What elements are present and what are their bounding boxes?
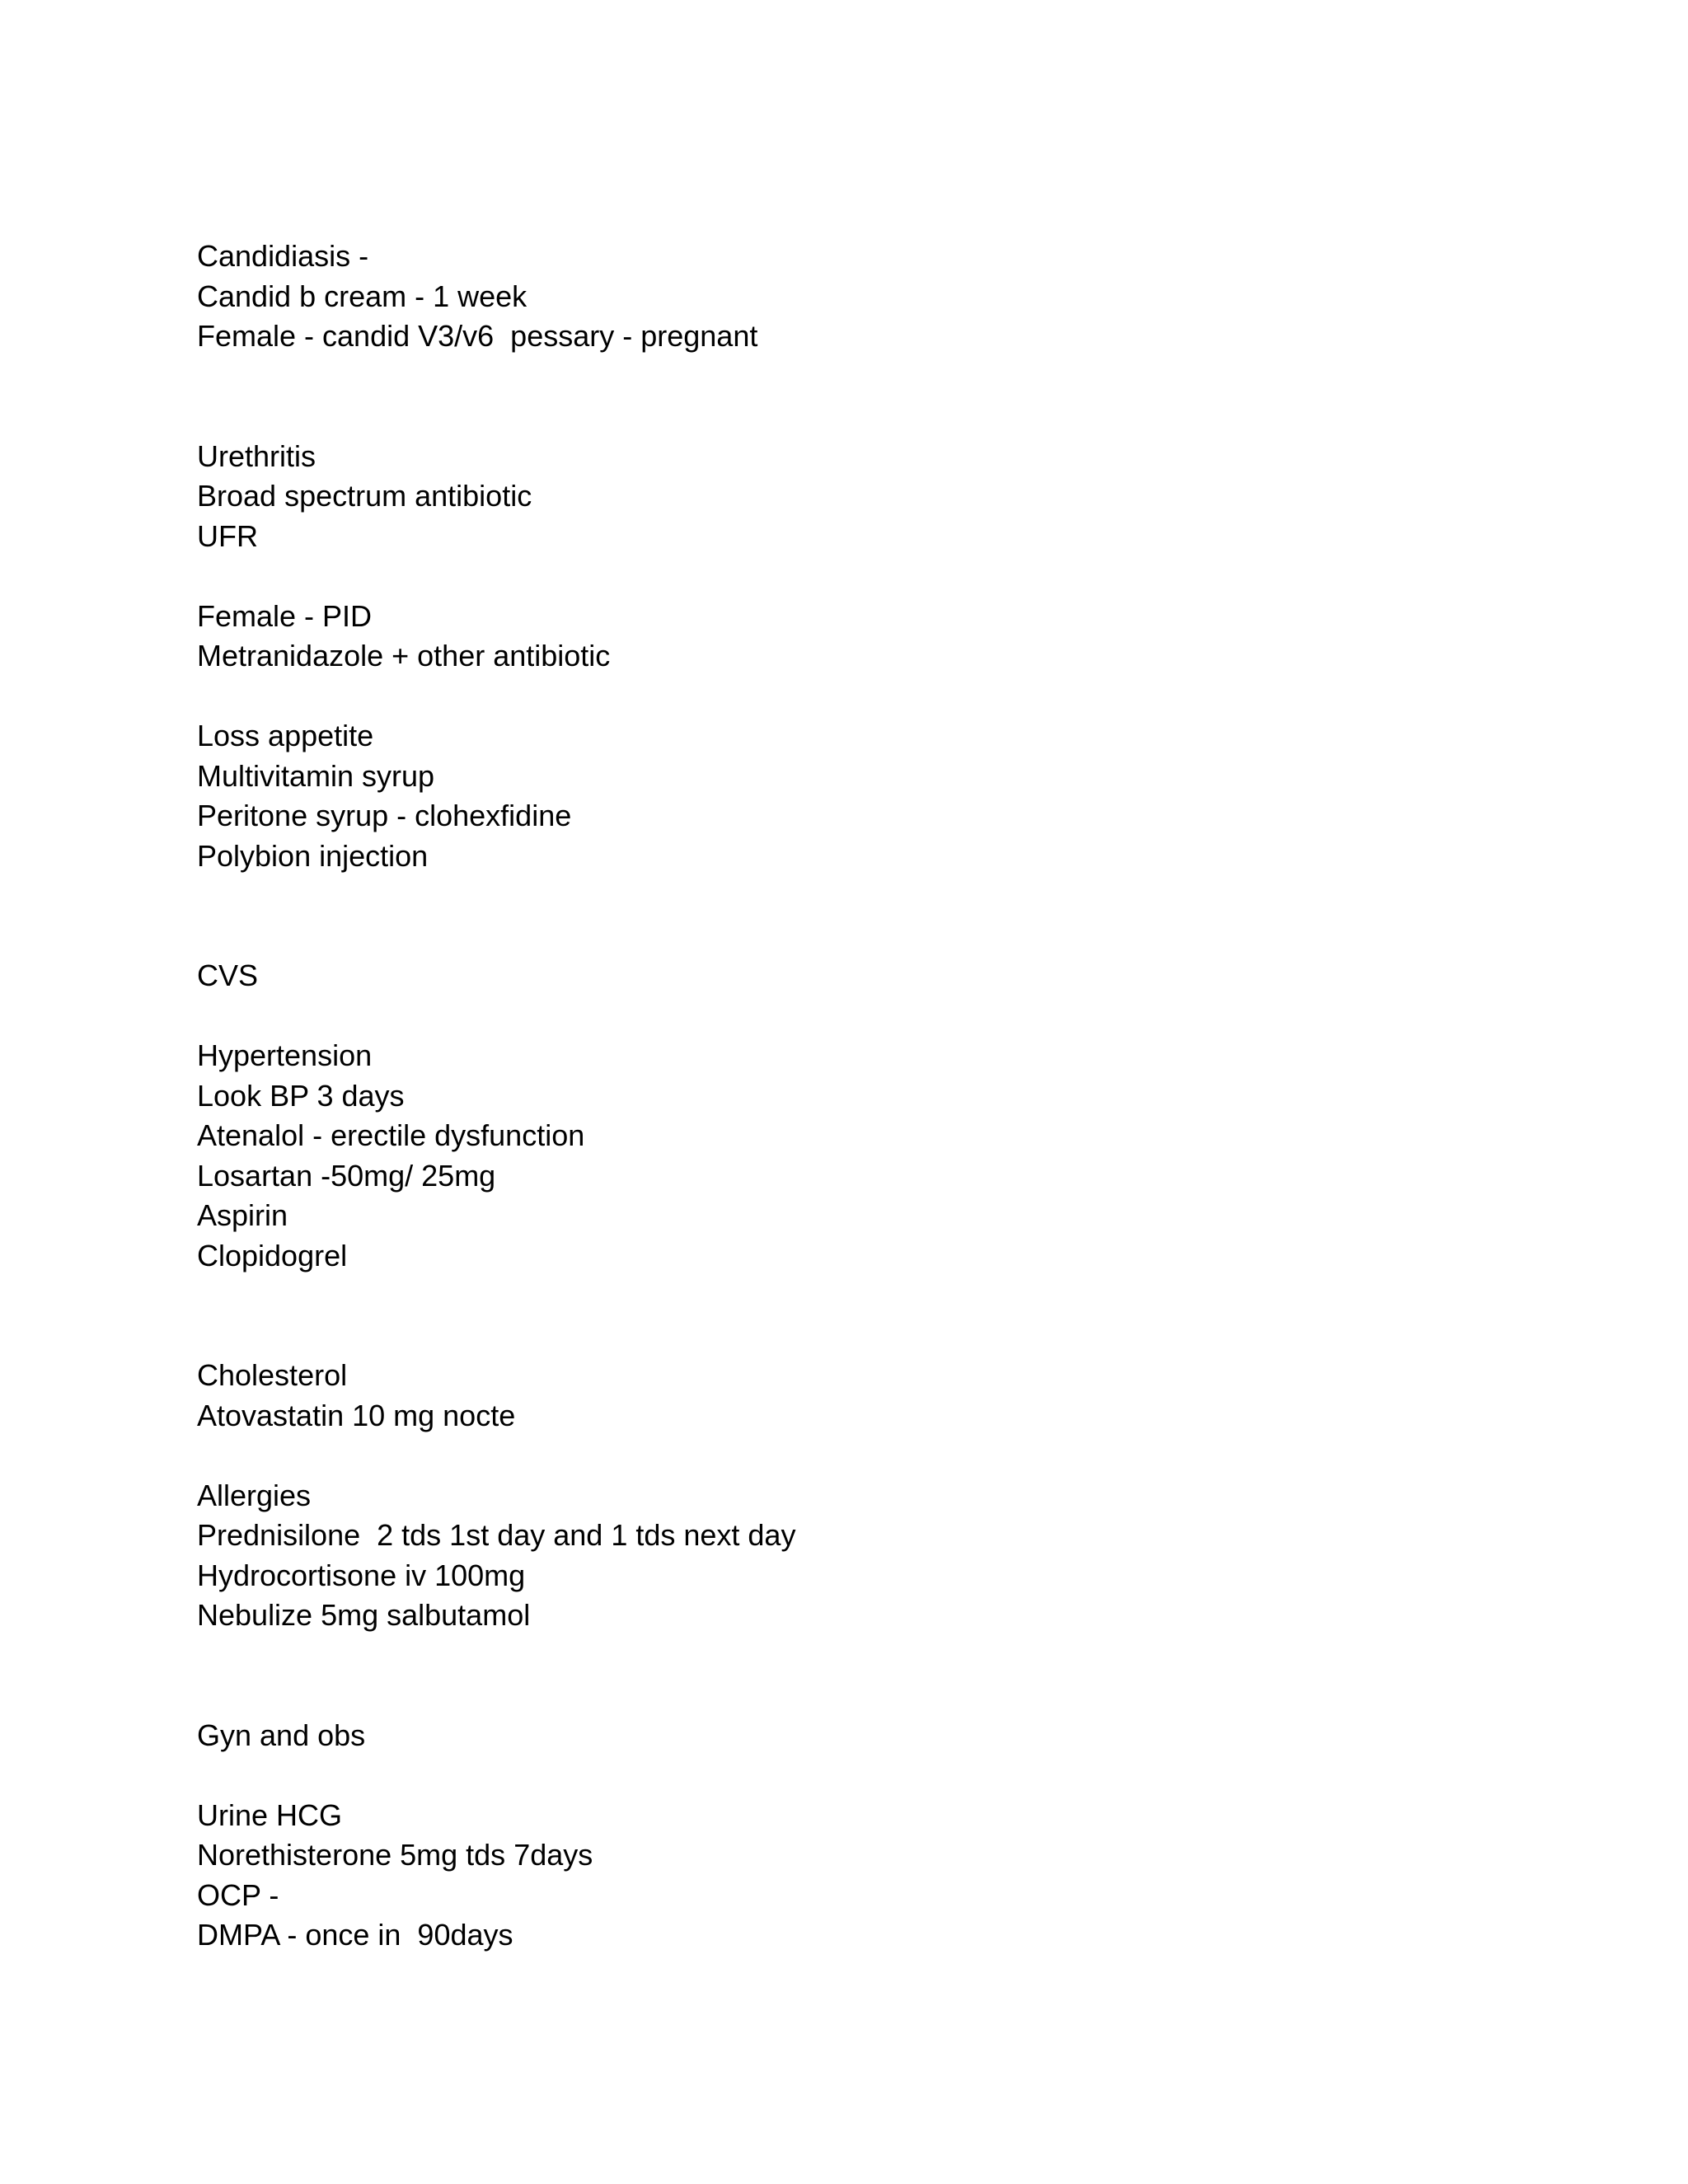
spacer: [197, 1636, 1516, 1716]
note-line: Atovastatin 10 mg nocte: [197, 1398, 516, 1432]
note-line: Look BP 3 days: [197, 1078, 405, 1113]
section-heading: Urine HCG: [197, 1797, 343, 1832]
note-line: Multivitamin syrup: [197, 758, 435, 793]
note-line: Aspirin: [197, 1198, 288, 1232]
note-line: DMPA - once in 90days: [197, 1918, 513, 1952]
section-pid: [197, 597, 1516, 677]
section-cvs: [197, 956, 1516, 996]
spacer: [197, 677, 1516, 717]
section-allergies: [197, 1476, 1516, 1636]
section-candidiasis: [197, 237, 1516, 357]
notes-body: [197, 237, 1516, 1956]
note-line: Atenalol - erectile dysfunction: [197, 1118, 585, 1152]
note-line: Hydrocortisone iv 100mg: [197, 1558, 526, 1592]
note-line: Clopidogrel: [197, 1238, 348, 1272]
section-heading: Urethritis: [197, 438, 316, 473]
spacer: [197, 876, 1516, 956]
note-line: Polybion injection: [197, 838, 429, 873]
spacer: [197, 357, 1516, 437]
section-hypertension: [197, 1036, 1516, 1276]
spacer: [197, 556, 1516, 597]
section-urethritis: [197, 437, 1516, 557]
spacer: [197, 1755, 1516, 1796]
spacer: [197, 1436, 1516, 1476]
section-heading: Female - PID: [197, 598, 373, 633]
section-cholesterol: [197, 1356, 1516, 1436]
note-line: UFR: [197, 518, 258, 553]
section-heading: CVS: [197, 958, 259, 992]
note-line: Broad spectrum antibiotic: [197, 479, 532, 513]
section-heading: Candidiasis -: [197, 239, 369, 273]
note-line: Prednisilone 2 tds 1st day and 1 tds next day: [197, 1518, 796, 1552]
note-line: Female - candid V3/v6 pessary - pregnant: [197, 319, 758, 353]
note-line: Losartan -50mg/ 25mg: [197, 1158, 496, 1193]
spacer: [197, 996, 1516, 1037]
note-line: Candid b cream - 1 week: [197, 279, 528, 313]
note-line: Peritone syrup - clohexfidine: [197, 799, 572, 832]
note-line: OCP -: [197, 1877, 279, 1912]
section-heading: Gyn and obs: [197, 1718, 366, 1752]
section-heading: Hypertension: [197, 1038, 373, 1072]
note-line: Metranidazole + other antibiotic: [197, 639, 611, 673]
spacer: [197, 1276, 1516, 1356]
note-line: Norethisterone 5mg tds 7days: [197, 1838, 593, 1872]
section-heading: Loss appetite: [197, 719, 374, 752]
section-heading: Allergies: [197, 1478, 312, 1512]
section-loss-appetite: [197, 716, 1516, 876]
note-line: Nebulize 5mg salbutamol: [197, 1598, 531, 1632]
section-gyn-obs: [197, 1716, 1516, 1756]
section-urine-hcg: [197, 1796, 1516, 1956]
section-heading: Cholesterol: [197, 1358, 348, 1392]
